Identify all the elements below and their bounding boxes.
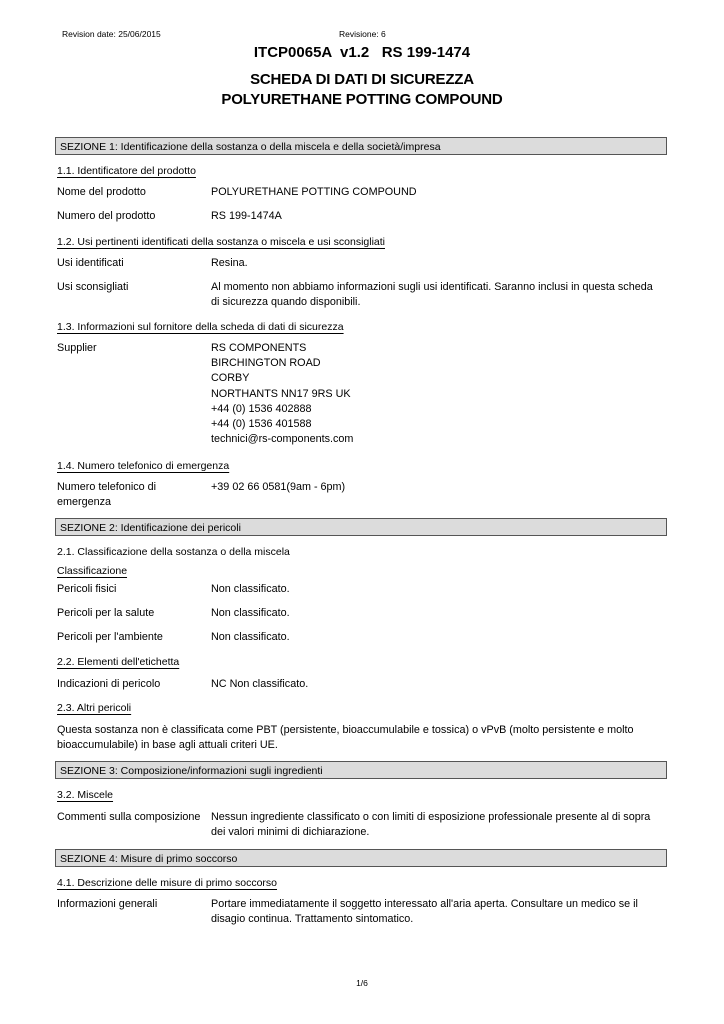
text-line: di sicurezza quando disponibili.: [211, 296, 361, 309]
product-number-value: RS 199-1474A: [211, 210, 282, 222]
other-hazards-text: [57, 723, 669, 753]
revision-number: Revisione: 6: [339, 29, 386, 39]
emergency-phone-value: +39 02 66 0581(9am - 6pm): [211, 481, 346, 493]
uses-advised-against-value: [211, 280, 666, 310]
physical-hazards-value: Non classificato.: [211, 583, 290, 595]
product-name-label: Nome del prodotto: [57, 186, 146, 198]
supplier-address: [211, 341, 666, 447]
subsection-1-3: 1.3. Informazioni sul fornitore della scheda di dati di sicurezza: [57, 321, 344, 333]
email-line: technici@rs-components.com: [211, 433, 354, 446]
address-line: NORTHANTS NN17 9RS UK: [211, 387, 351, 400]
text-line: Nessun ingrediente classificato o con limiti di esposizione professionale presente al di sopra: [211, 811, 651, 823]
identified-uses-label: Usi identificati: [57, 257, 124, 269]
text-line: disagio continua. Trattamento sintomatico.: [211, 913, 414, 926]
subsection-1-1: 1.1. Identificatore del prodotto: [57, 165, 196, 177]
physical-hazards-label: Pericoli fisici: [57, 583, 117, 595]
subsection-2-1: 2.1. Classificazione della sostanza o della miscela: [57, 546, 290, 558]
composition-comments-value: [211, 810, 666, 840]
label-line: emergenza: [57, 496, 112, 508]
health-hazards-label: Pericoli per la salute: [57, 607, 155, 619]
product-name-value: POLYURETHANE POTTING COMPOUND: [211, 186, 417, 198]
general-information-label: Informazioni generali: [57, 898, 158, 910]
subsection-2-3: 2.3. Altri pericoli: [57, 702, 132, 714]
phone-line: +44 (0) 1536 401588: [211, 418, 312, 431]
subsection-2-2: 2.2. Elementi dell'etichetta: [57, 656, 180, 668]
health-hazards-value: Non classificato.: [211, 607, 290, 619]
subsection-4-1: 4.1. Descrizione delle misure di primo soccorso: [57, 877, 278, 889]
hazard-statements-label: Indicazioni di pericolo: [57, 678, 161, 690]
section-1-heading: SEZIONE 1: Identificazione della sostanza o della miscela e della società/impresa: [55, 137, 667, 155]
text-line: Portare immediatamente il soggetto interessato all'aria aperta. Consultare un medico se il: [211, 898, 638, 910]
page-number: 1/6: [356, 978, 368, 988]
subsection-1-4: 1.4. Numero telefonico di emergenza: [57, 460, 230, 472]
uses-advised-against-label: Usi sconsigliati: [57, 281, 129, 293]
text-line: Al momento non abbiamo informazioni sugli usi identificati. Saranno inclusi in questa scheda: [211, 281, 653, 293]
general-information-value: [211, 897, 666, 927]
revision-date: Revision date: 25/06/2015: [62, 29, 161, 39]
identified-uses-value: Resina.: [211, 257, 248, 269]
page-title: SCHEDA DI DATI DI SICUREZZA: [250, 71, 474, 88]
text-line: dei valori minimi di dichiarazione.: [211, 826, 370, 839]
text-line: bioaccumulabile) in base agli attuali criteri UE.: [57, 739, 278, 752]
supplier-label: Supplier: [57, 342, 97, 354]
subsection-1-2: 1.2. Usi pertinenti identificati della sostanza o miscela e usi sconsigliati: [57, 236, 385, 248]
section-3-heading: SEZIONE 3: Composizione/informazioni sugli ingredienti: [55, 761, 667, 779]
composition-comments-label: Commenti sulla composizione: [57, 811, 201, 823]
hazard-statements-value: NC Non classificato.: [211, 678, 309, 690]
address-line: CORBY: [211, 372, 250, 385]
section-4-heading: SEZIONE 4: Misure di primo soccorso: [55, 849, 667, 867]
text-line: Questa sostanza non è classificata come PBT (persistente, bioaccumulabile e tossica) o vPvB (molto persistente e molto: [57, 724, 634, 736]
address-line: BIRCHINGTON ROAD: [211, 357, 321, 370]
product-number-label: Numero del prodotto: [57, 210, 156, 222]
label-line: Numero telefonico di: [57, 481, 157, 493]
product-title: POLYURETHANE POTTING COMPOUND: [221, 91, 503, 108]
document-code: ITCP0065A v1.2 RS 199-1474: [253, 44, 471, 61]
environmental-hazards-value: Non classificato.: [211, 631, 290, 643]
section-2-heading: SEZIONE 2: Identificazione dei pericoli: [55, 518, 667, 536]
classification-heading: Classificazione: [57, 565, 128, 577]
address-line: RS COMPONENTS: [211, 342, 307, 354]
subsection-3-2: 3.2. Miscele: [57, 789, 114, 801]
phone-line: +44 (0) 1536 402888: [211, 402, 312, 415]
emergency-phone-label: [57, 480, 156, 510]
environmental-hazards-label: Pericoli per l'ambiente: [57, 631, 163, 643]
